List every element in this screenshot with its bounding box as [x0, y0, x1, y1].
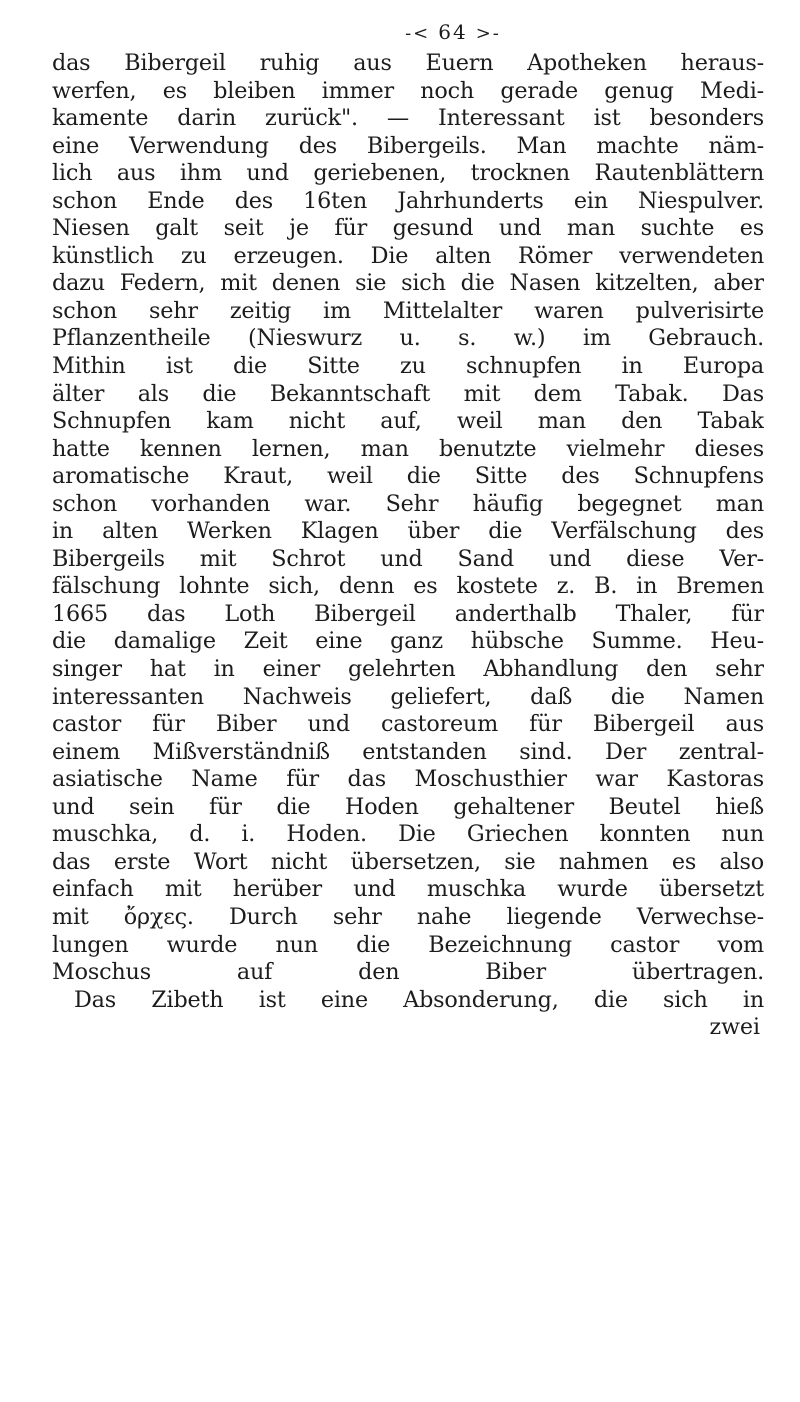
text-line: einfach mit herüber und muschka wurde übersetzt: [52, 876, 764, 903]
text-line: hatte kennen lernen, man benutzte vielmehr dieses: [52, 435, 764, 462]
text-line: Pflanzentheile (Nieswurz u. s. w.) im Gebrauch.: [52, 325, 764, 352]
text-line: dazu Federn, mit denen sie sich die Nasen kitzelten, aber: [52, 270, 764, 297]
text-line: muschka, d. i. Hoden. Die Griechen konnten nun: [52, 821, 764, 848]
page-number: 64: [438, 20, 468, 44]
text-line: die damalige Zeit eine ganz hübsche Summe. Heu-: [52, 628, 764, 655]
text-line: castor für Biber und castoreum für Bibergeil aus: [52, 711, 764, 738]
text-line-paragraph-end: Moschus auf den Biber übertragen.: [52, 959, 764, 986]
text-line: asiatische Name für das Moschusthier war Kastoras: [52, 766, 764, 793]
text-line: älter als die Bekanntschaft mit dem Tabak. Das: [52, 380, 764, 407]
text-line: das Bibergeil ruhig aus Euern Apotheken heraus-: [52, 50, 764, 76]
text-line: lungen wurde nun die Bezeichnung castor vom: [52, 931, 764, 958]
text-line: schon vorhanden war. Sehr häufig begegnet man: [52, 490, 764, 517]
page-header: [142, 14, 764, 50]
text-line: singer hat in einer gelehrten Abhandlung den sehr: [52, 656, 764, 683]
text-line: Schnupfen kam nicht auf, weil man den Tabak: [52, 408, 764, 435]
text-line: in alten Werken Klagen über die Verfälschung des: [52, 518, 764, 545]
text-line: Bibergeils mit Schrot und Sand und diese Ver-: [52, 545, 764, 572]
text-line: künstlich zu erzeugen. Die alten Römer verwendeten: [52, 242, 764, 269]
catchword: zwei: [709, 1015, 760, 1041]
text-line: Mithin ist die Sitte zu schnupfen in Europa: [52, 353, 764, 380]
text-line: aromatische Kraut, weil die Sitte des Schnupfens: [52, 463, 764, 490]
book-page: [52, 14, 764, 1042]
header-left-ornament: -<: [405, 23, 431, 44]
text-line: einem Mißverständniß entstanden sind. Der zentral-: [52, 738, 764, 765]
text-line: eine Verwendung des Bibergeils. Man machte näm-: [52, 132, 764, 159]
text-line: werfen, es bleiben immer noch gerade genug Medi-: [52, 77, 764, 104]
text-line: kamente darin zurück". — Interessant ist besonders: [52, 105, 764, 132]
text-line: und sein für die Hoden gehaltener Beutel hieß: [52, 793, 764, 820]
body-text: [52, 50, 764, 1014]
text-line: das erste Wort nicht übersetzen, sie nahmen es also: [52, 848, 764, 875]
text-line: mit ὄρχες. Durch sehr nahe liegende Verwechse-: [52, 903, 764, 930]
text-line: lich aus ihm und geriebenen, trocknen Rautenblättern: [52, 160, 764, 187]
text-line: 1665 das Loth Bibergeil anderthalb Thaler, für: [52, 600, 764, 627]
text-line: fälschung lohnte sich, denn es kostete z. B. in Bremen: [52, 573, 764, 600]
text-line-paragraph-start: Das Zibeth ist eine Absonderung, die sich in: [74, 986, 764, 1013]
header-right-ornament: >-: [475, 23, 501, 44]
text-line: interessanten Nachweis geliefert, daß die Namen: [52, 683, 764, 710]
text-line: schon Ende des 16ten Jahrhunderts ein Niespulver.: [52, 187, 764, 214]
text-line: Niesen galt seit je für gesund und man suchte es: [52, 215, 764, 242]
text-line: schon sehr zeitig im Mittelalter waren pulverisirte: [52, 297, 764, 324]
